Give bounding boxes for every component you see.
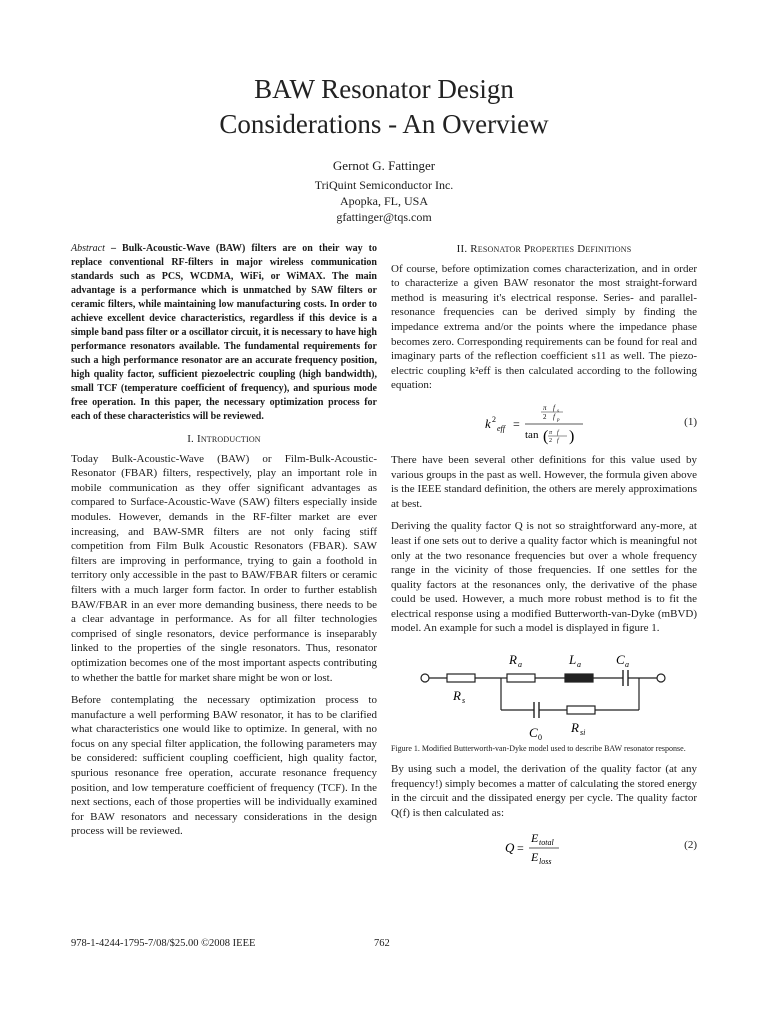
footer-isbn: 978-1-4244-1795-7/08/$25.00 ©2008 IEEE (71, 938, 256, 949)
svg-text:(: ( (543, 427, 549, 445)
section-2-paragraph-1: Of course, before optimization comes characterization, and in order to characterize a given BAW resonator the most straight-forward method is measuring it's electrical response. Series- and parallel-resonance frequencies can be derived simply by finding the impedance extrema and/or the points where the impedance phase becomes zero. Corresponding requirements can be found for real and imaginary parts of the reflection coefficient s11 as well. The piezo-electric coupling k²eff is then calculated according to the following equation: (391, 262, 697, 392)
title-line-2: Considerations - An Overview (219, 109, 549, 139)
svg-text:k: k (485, 415, 491, 431)
resistor-rs (447, 674, 475, 682)
label-rsi: R (571, 720, 579, 736)
left-column (71, 242, 377, 847)
label-ra: R (509, 652, 517, 668)
svg-text:2: 2 (549, 437, 552, 444)
mbvd-circuit-diagram (391, 644, 697, 742)
svg-text:tan: tan (525, 428, 539, 441)
svg-text:f: f (553, 412, 555, 421)
abstract-text: – Bulk-Acoustic-Wave (BAW) filters are on their way to replace conventional RF-filters in major wireless communication standards such as PCS, WCDMA, WiFi, or WiMAX. The main advantage is a performance which is unmatched by SAW filters or ceramic filters, while maintaining low manufacturing costs. In order to achieve excellent device characteristics, regardless if this device is a simple band pass filter or a oscillator circuit, it is necessary to have high performance resonators available. The fundamental requirements for such a high performance resonator are an accurate frequency position, high quality factor, sufficient piezoelectric coupling (high bandwidth), small TCF (temperature coefficient of frequency), and spurious mode free operation. In this paper, the necessary optimization process for each of these characteristics will be reviewed. (71, 243, 377, 422)
equation-2-formula (503, 828, 593, 866)
section-2-heading: II. Resonator Properties Definitions (456, 243, 632, 255)
svg-text:=: = (517, 841, 524, 856)
svg-text:s: s (557, 408, 559, 414)
author-affiliation: TriQuint Semiconductor Inc. (314, 178, 454, 192)
svg-text:E: E (531, 850, 539, 865)
svg-text:f: f (557, 437, 559, 444)
section-2-paragraph-4: By using such a model, the derivation of the quality factor (at any frequency!) simply becomes a matter of calculating the stored energy in the circuit and the dissipated energy per cycle. The quality factor Q(f) is then calculated as: (391, 763, 697, 819)
svg-text:s: s (462, 696, 466, 706)
input-terminal (421, 674, 429, 682)
title-line-1: BAW Resonator Design (254, 74, 514, 104)
resistor-rsi (567, 706, 595, 714)
section-1-heading: I. Introduction (187, 433, 261, 445)
resistor-ra (507, 674, 535, 682)
svg-text:a: a (518, 660, 522, 670)
section-2-paragraph-2: There have been several other definitions for this value used by various groups in the past as well. However, the formula given above is the IEEE standard definition, the others are merely approximations at best. (391, 453, 697, 510)
svg-text:Q: Q (505, 840, 515, 856)
section-2-paragraph-3: Deriving the quality factor Q is not so straightforward any-more, at least if one sets out to derive a quality factor which is meaningful not only at the two resonance frequencies but over a whole frequency range in the vicinity of those frequencies. If one settles for the quality factors at the resonances only, the derivative of the phase could be used. However, a much more robust method is to fit the electrical response using a modified Butterworth-van-Dyke (mBVD) model. An example for such a model is displayed in figure 1. (391, 520, 697, 635)
svg-text:si: si (580, 728, 586, 738)
mbvd-circuit-figure (391, 644, 697, 742)
equation-1-formula (483, 401, 623, 447)
equation-2 (391, 828, 697, 866)
svg-text:0: 0 (538, 733, 542, 743)
right-column (391, 242, 697, 866)
intro-paragraph-1: Today Bulk-Acoustic-Wave (BAW) or Film-Bulk-Acoustic-Resonator (FBAR) filters, respectively, play an important role in mobile communication as they offer significant advantages as compared to Surface-Acoustic-Wave (SAW) filters especially inside modules. However, demands in the RF-filter market are ever increasing, and BAW-SMR filters are not only facing stiff competition from Film Bulk Acoustic Resonators (FBAR). SAW filters are improving in performance, trying to gain a foothold in territory only accessible in the past to BAW/FBAR filters or ceramic filters with a much larger form factor. In order to further establish BAW/FBAR in an ever more demanding business, there needs to be a clear advantage in performance. As for all filter technologies comprised of single resonators, device performance is inseparably linked to the properties of the single resonators. Thus, resonator optimization becomes one of the most important aspects contributing to whether the battle for market share might be won or lost. (71, 452, 377, 684)
svg-text:=: = (513, 416, 520, 431)
svg-text:2: 2 (492, 414, 496, 424)
svg-text:π: π (543, 403, 547, 412)
abstract-label: Abstract (71, 243, 105, 254)
svg-text:f: f (553, 403, 555, 412)
label-ca: C (616, 652, 625, 668)
svg-text:loss: loss (539, 857, 552, 867)
author-location: Apopka, FL, USA (339, 194, 428, 208)
label-c0: C (529, 725, 538, 741)
svg-text:π: π (549, 429, 553, 436)
author-name: Gernot G. Fattinger (332, 158, 436, 173)
author-email[interactable]: gfattinger@tqs.com (336, 210, 432, 224)
svg-text:): ) (569, 427, 575, 445)
paper-title (0, 72, 768, 142)
label-rs: R (453, 688, 461, 704)
svg-text:2: 2 (543, 412, 547, 421)
svg-text:f: f (557, 429, 559, 436)
equation-1-number: (1) (684, 415, 697, 428)
svg-text:E: E (531, 831, 539, 846)
author-block (0, 158, 768, 225)
intro-paragraph-2: Before contemplating the necessary optimization process to manufacture a well performing BAW resonator, it has to be clarified what characteristics one would like to optimize. In general, with no focus on any special filter application, the following parameters may be considered: sufficient coupling coefficient, high quality factor, spurious resonance free operation, accurate resonance frequency position, and low temperature coefficient of frequency (TCF). In the next sections, each of those properties will be individually examined for BAW resonators and necessary considerations in the design process will be reviewed. (71, 694, 377, 838)
svg-text:total: total (539, 838, 554, 848)
output-terminal (657, 674, 665, 682)
svg-text:a: a (625, 660, 629, 670)
inductor-la (565, 674, 593, 682)
svg-text:p: p (557, 417, 560, 423)
svg-text:a: a (577, 660, 581, 670)
equation-1 (391, 401, 697, 447)
footer-page-number: 762 (374, 938, 390, 949)
figure-1-caption: Figure 1. Modified Butterworth-van-Dyke model used to describe BAW resonator response. (391, 744, 686, 754)
equation-2-number: (2) (684, 839, 697, 852)
label-la: L (569, 652, 577, 668)
abstract (71, 242, 377, 424)
svg-text:eff: eff (497, 423, 505, 433)
